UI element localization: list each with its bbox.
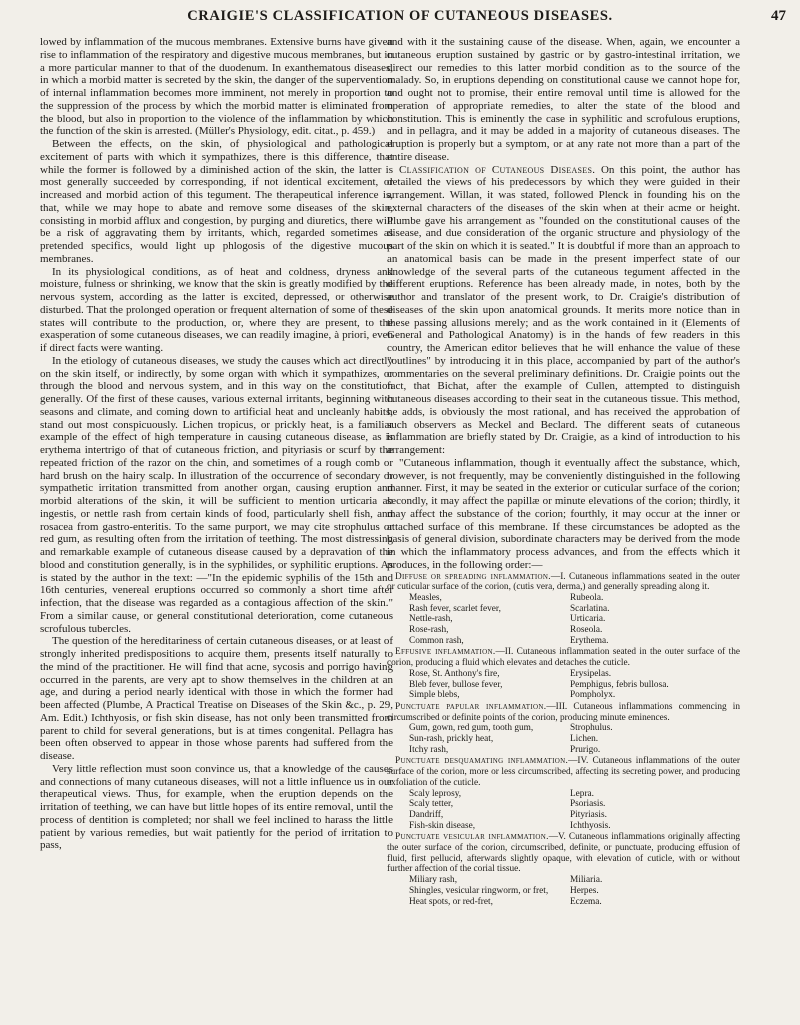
paragraph: In the etiology of cutaneous diseases, we study the causes which act directly on the skin itself, or indirectly, by some organ with which it sympathizes, or through the blood and nervous system, and in this way on the constitution generally. Of the first of these causes, various external irritants, beginning with seasons and climate, and coming down to artificial heat and uncleanly habits, stand out most conspicuously. Lichen tropicus, or prickly heat, is a familiar example of the effect of high temperature in causing cutaneous disease, as is erythema intertrigo of that of cutaneous friction, and pityriasis or scurf by the repeated friction of the razor on the chin, and sometimes of a rough comb or hard brush on the hairy scalp. In illustration of the occurrence of secondary or sympathetic irritation transmitted from another organ, causing eruption and morbid alterations of the skin, it will be sufficient to mention urticaria ab ingestis, or nettle rash from certain kinds of food, particularly shell fish, and rosacea from gastro-enteritis. To the same purport, we may cite strophulus or red gum, as resulting often from the irritation of teething. The most distressing and remarkable example of cutaneous disease caused by a depravation of the blood and constitution generally, is in the syphilides, or syphilitic eruptions. As is stated by the author in the text: —"In the epidemic syphilis of the 15th and 16th centuries, venereal eruptions occurred so commonly a short time after infection, that the disease was regarded as a contagious affection of the skin." From a similar cause, or general constitutional deterioration, come cutaneous scrofulous tubercles. bbox=[40, 354, 393, 635]
common-name: Heat spots, or red-fret, bbox=[409, 896, 493, 907]
disease-list bbox=[387, 723, 740, 755]
class-description: —V. Cutaneous inflammations originally affecting the outer surface of the corion, circumscribed, definite, or punctuate, producing effusion of fluid, first pellucid, afterwards slightly opaque, with elevation of cuticle, with or without further affection of the corial tissue. bbox=[387, 832, 740, 875]
latin-name: Lichen. bbox=[570, 734, 599, 745]
paragraph: Between the effects, on the skin, of physiological and pathological excitement of parts with which it sympathizes, there is this difference, that while the former is followed by a diminished action of the skin, the latter is most generally succeeded by corresponding, if not identical excitement, or increased and morbid action of this tegument. The therapeutical inference is, that, while we may hope to abate and remove some diseases of the skin, consisting in morbid afflux and congestion, by purging and diuretics, there will be a risk of aggravating them by irritants, which, regarded sometimes as pretended specifics, would light up phlogosis of the digestive mucous membranes. bbox=[40, 138, 393, 265]
paragraph-text: On this point, the author has detailed the views of his predecessors by which they were guided in their arrangement. Willan, it was stated, followed Plenck in founding his on the external characters of the diseases of the skin when at their acme or height. Plumbe gave his arrangement as "founded on the constitutional causes of the disease, and due consideration of the organic structure and physiology of the part of the skin on which it is seated." It is doubtful if more than an approach to an anatomical basis can be made in the present imperfect state of our knowledge of the several parts of the cutaneous tegument affected in the different eruptions. Reference has been already made, in notes, both by the author and translator of the present work, to Dr. Craigie's distribution of diseases of the skin upon anatomical grounds. It merits more notice than in these passing allusions merely; and as the work contained in it (Elements of General and Pathological Anatomy) is in the hands of few readers in this country, the American editor believes that he will enhance the value of these "outlines" by introducing it in this place, accompanied by part of the author's commentaries on the several preliminary definitions. Dr. Craigie points out the fact, that Bichat, after the example of Cullen, attempted to distinguish cutaneous diseases according to their seat in the cutaneous tissue. This method, he adds, is obviously the most rational, and has received the approbation of such observers as Meckel and Beclard. The different seats of cutaneous inflammation are briefly stated by Dr. Craigie, as a kind of introduction to his arrangement: bbox=[387, 163, 740, 456]
latin-name: Roseola. bbox=[570, 625, 603, 636]
common-name: Gum, gown, red gum, tooth gum, bbox=[409, 723, 534, 734]
paragraph: "Cutaneous inflammation, though it eventually affect the substance, which, however, is not frequently, may be conveniently distinguished in the following manner. First, it may be seated in the exterior or cuticular surface of the corion; secondly, it may affect the papillæ or minute elevations of the corion; thirdly, it may affect the substance of the corion; fourthly, it may occur at the inner or attached surface of this membrane. If these circumstances be adopted as the basis of general division, subordinate characters may be derived from the mode in which the inflammatory process advances, and from the effects which it produces, in the following order:— bbox=[387, 456, 740, 571]
left-column bbox=[40, 36, 393, 1014]
latin-name: Pityriasis. bbox=[570, 809, 607, 820]
disease-row bbox=[387, 886, 740, 897]
disease-row bbox=[387, 821, 740, 832]
common-name: Scaly leprosy, bbox=[409, 788, 462, 799]
latin-name: Eczema. bbox=[570, 896, 602, 907]
paragraph: In its physiological conditions, as of heat and coldness, dryness and moisture, fulness or shrinking, we know that the skin is greatly modified by the nervous system, according as the latter is excited, depressed, or otherwise disturbed. That the prolonged operation or frequent alternation of some of these states will contribute to the production, or, where they are present, to the exasperation of some cutaneous diseases, we can readily imagine, à priori, even if direct facts were wanting. bbox=[40, 265, 393, 354]
class-heading: Diffuse or spreading inflammation. bbox=[395, 571, 551, 582]
class-entry bbox=[387, 647, 740, 668]
disease-row bbox=[387, 799, 740, 810]
disease-row bbox=[387, 593, 740, 604]
page-header bbox=[0, 8, 800, 30]
paragraph: and with it the sustaining cause of the disease. When, again, we encounter a cutaneous eruption sustained by gastric or by gastro-intestinal irritation, we direct our remedies to this latter morbid condition as to the source of the malady. So, in eruptions depending on constitutional cause we cannot hope for, and ought not to promise, their entire removal until time is allowed for the operation of appropriate remedies, to alter the state of the blood and constitution. This is eminently the case in syphilitic and scrofulous eruptions, and in pellagra, and it may be added in a majority of cutaneous diseases. The eruption is properly but a symptom, or at any rate not more than a part of the entire disease. bbox=[387, 36, 740, 163]
disease-row bbox=[387, 604, 740, 615]
disease-row bbox=[387, 723, 740, 734]
latin-name: Rubeola. bbox=[570, 592, 604, 603]
disease-row bbox=[387, 897, 740, 908]
class-entry bbox=[387, 572, 740, 593]
class-heading: Punctuate papular inflammation. bbox=[395, 701, 547, 712]
disease-list bbox=[387, 875, 740, 907]
paragraph: The question of the hereditariness of certain cutaneous diseases, or at least of strongly inherited predispositions to acquire them, presents itself naturally to the mind of the practitioner. He will find that acne, sycosis and porrigo having occurred in the parents, are very apt to show themselves in the children at an age, and during a period nearly identical with those in which the former had been affected (Plumbe, A Practical Treatise on Diseases of the Skin &c., p. 29, Am. Edit.) Ichthyosis, or fish skin disease, has not only been transmitted from parent to child for several generations, but is at times congenital. Pellagra has been often observed to appear in those whose parents had suffered from the disease. bbox=[40, 635, 393, 762]
class-description: —IV. Cutaneous inflammations of the outer surface of the corion, more or less circumscribed, affecting its secreting power, and producing exfoliation of the cuticle. bbox=[387, 756, 740, 788]
disease-row bbox=[387, 690, 740, 701]
common-name: Itchy rash, bbox=[409, 744, 449, 755]
latin-name: Erysipelas. bbox=[570, 668, 612, 679]
latin-name: Psoriasis. bbox=[570, 799, 606, 810]
class-entry bbox=[387, 756, 740, 788]
class-entry bbox=[387, 832, 740, 875]
common-name: Bleb fever, bullose fever, bbox=[409, 679, 503, 690]
disease-row bbox=[387, 810, 740, 821]
disease-row bbox=[387, 734, 740, 745]
common-name: Simple blebs, bbox=[409, 690, 460, 701]
latin-name: Strophulus. bbox=[570, 723, 613, 734]
paragraph: Very little reflection must soon convince us, that a knowledge of the causes and connections of many cutaneous diseases, will not a little influence us in our therapeutical views. Thus, for example, when the eruption depends on the irritation of teething, we can have but little hopes of its entire removal, until the process of dentition is completed; nor shall we feel inclined to harass the little patient by various remedies, but wait patiently for the period of irritation to pass, bbox=[40, 762, 393, 852]
latin-name: Prurigo. bbox=[570, 744, 601, 755]
disease-list bbox=[387, 669, 740, 701]
latin-name: Herpes. bbox=[570, 885, 599, 896]
common-name: Nettle-rash, bbox=[409, 614, 453, 625]
latin-name: Lepra. bbox=[570, 788, 595, 799]
disease-list bbox=[387, 593, 740, 647]
right-column bbox=[387, 36, 740, 1014]
common-name: Rash fever, scarlet fever, bbox=[409, 603, 501, 614]
classification-list bbox=[387, 572, 740, 908]
class-description: —I. Cutaneous inflammations seated in the outer or cuticular surface of the corion, (cutis vera, derma,) and generally spreading along it. bbox=[387, 571, 740, 593]
common-name: Dandriff, bbox=[409, 809, 444, 820]
disease-list bbox=[387, 789, 740, 832]
common-name: Measles, bbox=[409, 592, 442, 603]
disease-row bbox=[387, 680, 740, 691]
running-head: CRAIGIE'S CLASSIFICATION OF CUTANEOUS DISEASES. bbox=[187, 8, 613, 24]
common-name: Common rash, bbox=[409, 635, 464, 646]
disease-row bbox=[387, 636, 740, 647]
common-name: Sun-rash, prickly heat, bbox=[409, 734, 494, 745]
class-heading: Effusive inflammation. bbox=[395, 647, 496, 658]
latin-name: Pemphigus, febris bullosa. bbox=[570, 679, 669, 690]
latin-name: Miliaria. bbox=[570, 875, 603, 886]
common-name: Rose-rash, bbox=[409, 625, 449, 636]
class-heading: Punctuate vesicular inflammation. bbox=[395, 832, 549, 843]
latin-name: Pompholyx. bbox=[570, 690, 616, 701]
disease-row bbox=[387, 625, 740, 636]
page-number: 47 bbox=[771, 8, 786, 24]
latin-name: Erythema. bbox=[570, 635, 609, 646]
latin-name: Scarlatina. bbox=[570, 603, 610, 614]
common-name: Miliary rash, bbox=[409, 875, 458, 886]
disease-row bbox=[387, 614, 740, 625]
class-entry bbox=[387, 702, 740, 723]
disease-row bbox=[387, 875, 740, 886]
disease-row bbox=[387, 669, 740, 680]
common-name: Scaly tetter, bbox=[409, 799, 454, 810]
latin-name: Ichthyosis. bbox=[570, 820, 611, 831]
paragraph bbox=[387, 164, 740, 457]
class-description: —III. Cutaneous inflammations commencing in circumscribed or definite points of the corion, producing minute eminences. bbox=[387, 701, 740, 723]
disease-row bbox=[387, 745, 740, 756]
class-heading: Punctuate desquamating inflammation. bbox=[395, 756, 569, 767]
common-name: Fish-skin disease, bbox=[409, 820, 476, 831]
disease-row bbox=[387, 789, 740, 800]
class-description: —II. Cutaneous inflammation seated in the outer surface of the corion, producing a fluid which elevates and detaches the cuticle. bbox=[387, 647, 740, 669]
paragraph: lowed by inflammation of the mucous membranes. Extensive burns have given rise to inflammation of the respiratory and digestive mucous membranes, but in a more particular manner to that of the duodenum. In exanthematous diseases, in which a morbid matter is secreted by the skin, the danger of the supervention of internal inflammation becomes more imminent, not merely in proportion to the suppression of the process by which the morbid matter is eliminated from the blood, but also in proportion to the violence of the inflammation by which the function of the skin is arrested. (Müller's Physiology, edit. citat., p. 459.) bbox=[40, 36, 393, 138]
latin-name: Urticaria. bbox=[570, 614, 606, 625]
common-name: Shingles, vesicular ringworm, or fret, bbox=[409, 885, 549, 896]
section-heading: Classification of Cutaneous Diseases. bbox=[399, 163, 596, 176]
common-name: Rose, St. Anthony's fire, bbox=[409, 668, 500, 679]
